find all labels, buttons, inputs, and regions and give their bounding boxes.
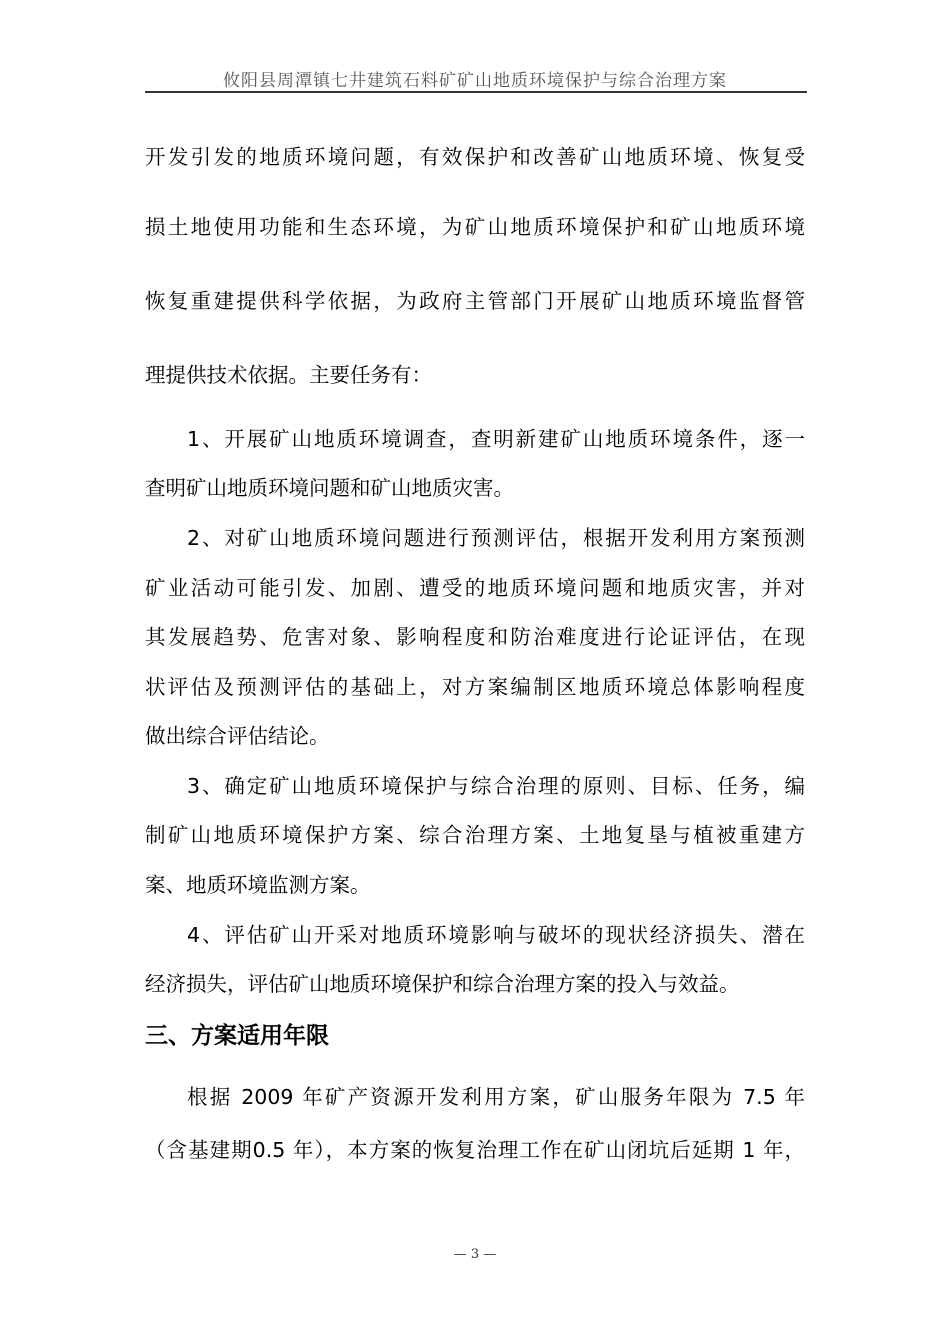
task-4-line: 4、评估矿山开采对地质环境影响与破坏的现状经济损失、潜在 xyxy=(187,923,805,947)
section-heading: 三、方案适用年限 xyxy=(145,1023,329,1049)
section-body-line: （含基建期0.5 年），本方案的恢复治理工作在矿山闭坑后延期 1 年， xyxy=(145,1138,805,1162)
body-text-line: 损土地使用功能和生态环境，为矿山地质环境保护和矿山地质环境 xyxy=(145,215,805,239)
page-number: — 3 — xyxy=(453,1247,497,1262)
running-header: 攸阳县周潭镇七井建筑石料矿矿山地质环境保护与综合治理方案 xyxy=(223,71,727,91)
task-3-line: 制矿山地质环境保护方案、综合治理方案、土地复垦与植被重建方 xyxy=(145,823,805,847)
task-3-line: 3、确定矿山地质环境保护与综合治理的原则、目标、任务，编 xyxy=(187,774,805,798)
task-4-line: 经济损失，评估矿山地质环境保护和综合治理方案的投入与效益。 xyxy=(145,972,740,996)
section-body-line: 根据 2009 年矿产资源开发利用方案，矿山服务年限为 7.5 年 xyxy=(187,1085,805,1109)
task-1-line: 1、开展矿山地质环境调查，查明新建矿山地质环境条件，逐一 xyxy=(187,427,805,451)
body-text-line: 恢复重建提供科学依据，为政府主管部门开展矿山地质环境监督管 xyxy=(145,289,805,313)
task-3-line: 案、地质环境监测方案。 xyxy=(145,873,371,897)
task-2-line: 其发展趋势、危害对象、影响程度和防治难度进行论证评估，在现 xyxy=(145,625,805,649)
task-2-line: 状评估及预测评估的基础上，对方案编制区地质环境总体影响程度 xyxy=(145,675,805,699)
body-text-line: 理提供技术依据。主要任务有： xyxy=(145,363,432,387)
task-2-line: 做出综合评估结论。 xyxy=(145,724,330,748)
header-divider xyxy=(145,91,807,93)
task-1-line: 查明矿山地质环境问题和矿山地质灾害。 xyxy=(145,476,514,500)
task-2-line: 矿业活动可能引发、加剧、遭受的地质环境问题和地质灾害，并对 xyxy=(145,576,805,600)
body-text-line: 开发引发的地质环境问题，有效保护和改善矿山地质环境、恢复受 xyxy=(145,145,805,169)
task-2-line: 2、对矿山地质环境问题进行预测评估，根据开发利用方案预测 xyxy=(187,526,805,550)
